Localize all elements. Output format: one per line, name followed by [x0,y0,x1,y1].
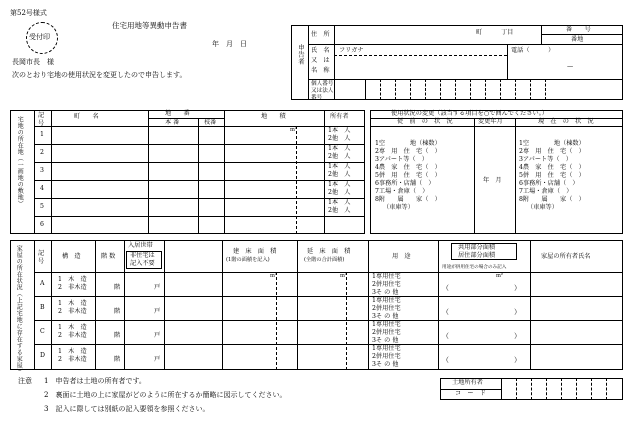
usage-year-month: 年 月 [483,177,502,184]
floors-unit: 階 [114,332,121,339]
residential-paren-open: （ [442,284,449,292]
floors-unit: 階 [114,356,121,363]
land-col-edaban: 枝番 [204,119,217,126]
owner-code-label-2: コ ー ド [455,390,486,397]
name-label-1: 氏 名 [311,47,330,54]
notes-label: 注意 [18,377,32,385]
form-title: 住宅用地等異動申告書 [112,21,187,30]
units-unit: 戸 [154,332,161,339]
applicant-side-label: 申告者 [296,44,305,65]
form-number: 第52号様式 [10,9,47,17]
residential-paren-close: ） [514,332,521,340]
land-row-no: 5 [40,203,44,210]
common-area-unit: m² [496,273,503,279]
date-line: 年 月 日 [212,40,247,48]
house-col-total-area-note: (全階の合計面積) [304,257,345,263]
land-col-town: 町 名 [74,113,99,120]
house-struct-options[interactable]: 1 木 造 2 非木造 [58,300,87,315]
land-row-no: 6 [40,221,44,228]
land-row-no: 2 [40,149,44,156]
house-struct-options[interactable]: 1 木 造 2 非木造 [58,276,87,291]
usage-change-date-header: 変更年月 [478,118,503,125]
residential-paren-open: （ [442,356,449,364]
floor-area-unit: m² [270,273,277,279]
house-col-units-2: 非住宅は [130,252,155,259]
name-label-2: 又 は [311,57,330,64]
house-use-options[interactable]: 1専用住宅 2併用住宅 3そ の 他 [372,297,401,320]
name-label-3: 名 称 [311,67,330,74]
house-use-options[interactable]: 1専用住宅 2併用住宅 3そ の 他 [372,273,401,296]
town-label: 町 [476,29,483,36]
house-col-struct: 構 造 [62,253,81,260]
id-number-label: 個人番号又は法人番号 [311,81,334,101]
house-col-use: 用 途 [392,253,411,260]
reception-stamp-label: 受付印 [29,33,50,41]
units-unit: 戸 [154,356,161,363]
residential-paren-close: ） [514,284,521,292]
note-2: 2 裏面に土地の上に家屋がどのように所在するか簡略に図示してください。 [44,391,287,399]
land-area-unit: m² [290,127,297,133]
house-col-units-1: 入居世帯 [128,242,153,249]
house-col-no: 記号 [38,250,45,265]
floors-unit: 階 [114,284,121,291]
house-col-floor-area-note: (1階の面積を記入) [226,257,270,263]
house-use-options[interactable]: 1専用住宅 2併用住宅 3そ の 他 [372,345,401,368]
address-label: 住 所 [311,31,330,38]
banchi-label: 番 号 [566,26,591,33]
banchi-label-2: 番地 [571,36,584,43]
land-owner-options[interactable]: 1本 人 2他 人 [328,199,351,214]
phone-label: 電話（ ） [511,47,555,54]
residential-paren-open: （ [442,332,449,340]
furigana-label: フリガナ [339,47,364,54]
house-use-options[interactable]: 1専用住宅 2併用住宅 3そ の 他 [372,321,401,344]
land-col-area: 地 積 [261,113,286,120]
residential-paren-close: ） [514,308,521,316]
house-row-no: A [40,280,45,287]
house-row-no: C [40,328,45,335]
house-col-floors: 階 数 [101,253,116,260]
residential-paren-open: （ [442,308,449,316]
house-col-total-area: 延 床 面 積 [307,248,351,255]
land-col-honban: 本 番 [165,119,180,126]
intro-text: 次のとおり宅地の使用状況を変更したので申告します。 [12,71,187,79]
units-unit: 戸 [154,284,161,291]
house-col-common-note: 用途が併用住宅の場合のみ記入 [442,265,507,270]
land-row-no: 1 [40,131,44,138]
house-col-common: 共用部分面積 [458,244,496,251]
land-owner-options[interactable]: 1本 人 2他 人 [328,181,351,196]
usage-before-list[interactable]: 1空 地（棟数） 2専 用 住 宅（ ） 3アパート等（ ） 4農 家 住 宅（ ） 5併 用 住 宅（ ） 6事務所・店舗（ ） 7工場・倉庫（ ） 8附 属 家（ ） （車庫等） [375,140,441,211]
note-3: 3 記入に際しては別紙の記入要領を参照ください。 [44,405,210,413]
owner-code-label-1: 土地所有者 [452,379,483,386]
land-row-no: 3 [40,167,44,174]
usage-before-header: 従 前 の 状 況 [397,118,453,125]
house-struct-options[interactable]: 1 木 造 2 非木造 [58,348,87,363]
usage-after-list[interactable]: 1空 地（棟数） 2専 用 住 宅（ ） 3アパート等（ ） 4農 家 住 宅（ ） 5併 用 住 宅（ ） 6事務所・店舗（ ） 7工場・倉庫（ ） 8附 属 家（ ） （車庫等） [519,140,585,211]
house-side-label: 家屋の所在状況（上記宅地に存在する家屋） [15,245,23,375]
land-owner-options[interactable]: 1本 人 2他 人 [328,145,351,160]
land-col-no: 記号 [38,112,45,127]
usage-after-header: 現 在 の 状 況 [538,118,594,125]
house-row-no: D [40,352,45,359]
phone-dash: — [567,63,574,70]
total-area-unit: m² [340,273,347,279]
usage-title: 使用状況の変更（該当する項目を○で囲んでください。） [391,110,548,117]
land-col-banchi: 地 番 [165,110,190,117]
addressee: 長岡市長 様 [12,58,54,66]
floors-unit: 階 [114,308,121,315]
house-struct-options[interactable]: 1 木 造 2 非木造 [58,324,87,339]
land-owner-options[interactable]: 1本 人 2他 人 [328,163,351,178]
chome-label: 丁目 [501,29,514,36]
land-owner-options[interactable]: 1本 人 2他 人 [328,127,351,142]
house-col-units-3: 記入不要 [130,260,155,267]
house-row-no: B [40,304,45,311]
land-side-label: 宅地の所在地（一画地の敷地） [16,116,24,207]
land-col-owner: 所有者 [330,113,349,120]
units-unit: 戸 [154,308,161,315]
note-1: 1 申告者は土地の所有者です。 [44,377,146,385]
house-col-residential: 居住部分面積 [458,252,496,259]
residential-paren-close: ） [514,356,521,364]
house-col-floor-area: 建 床 面 積 [233,248,277,255]
land-row-no: 4 [40,185,44,192]
house-col-owner: 家屋の所有者氏名 [541,253,591,260]
